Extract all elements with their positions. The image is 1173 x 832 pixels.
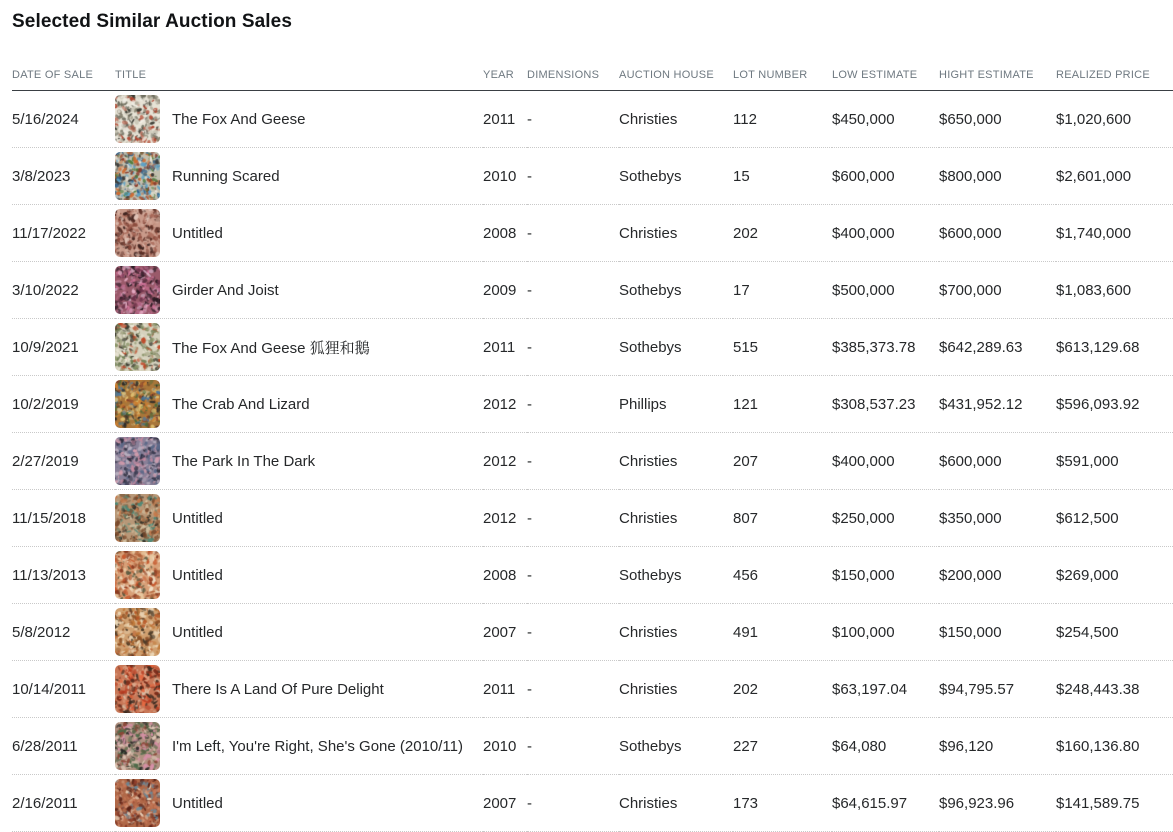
realized-price-cell: $1,020,600: [1056, 91, 1173, 148]
artwork-thumbnail-image: [115, 266, 160, 314]
table-body: [12, 91, 1173, 832]
lot-number-cell: 207: [733, 433, 832, 490]
year-cell: 2010: [483, 148, 527, 205]
dimensions-cell: -: [527, 718, 619, 775]
table-row: [12, 604, 1173, 661]
dimensions-cell: -: [527, 775, 619, 832]
title-cell: [115, 319, 483, 376]
year-cell: 2007: [483, 604, 527, 661]
date-of-sale-cell: 10/14/2011: [12, 661, 115, 718]
date-of-sale-cell: 2/16/2011: [12, 775, 115, 832]
table-row: [12, 376, 1173, 433]
year-cell: 2012: [483, 376, 527, 433]
year-cell: 2008: [483, 547, 527, 604]
date-of-sale-cell: 11/17/2022: [12, 205, 115, 262]
auction-house-cell: Christies: [619, 205, 733, 262]
title-cell: [115, 433, 483, 490]
table-row: [12, 547, 1173, 604]
hight-estimate-cell: $350,000: [939, 490, 1056, 547]
auction-house-cell: Sothebys: [619, 148, 733, 205]
artwork-thumbnail-image: [115, 437, 160, 485]
artwork-thumbnail[interactable]: [115, 323, 160, 371]
auction-house-cell: Sothebys: [619, 547, 733, 604]
date-of-sale-cell: 3/8/2023: [12, 148, 115, 205]
low-estimate-cell: $100,000: [832, 604, 939, 661]
header-hight-estimate: HIGHT ESTIMATE: [939, 69, 1056, 91]
date-of-sale-cell: 11/15/2018: [12, 490, 115, 547]
realized-price-cell: $254,500: [1056, 604, 1173, 661]
title-cell: [115, 262, 483, 319]
low-estimate-cell: $385,373.78: [832, 319, 939, 376]
dimensions-cell: -: [527, 205, 619, 262]
realized-price-cell: $596,093.92: [1056, 376, 1173, 433]
table-row: [12, 718, 1173, 775]
auction-house-cell: Christies: [619, 661, 733, 718]
artwork-title: The Park In The Dark: [172, 452, 316, 470]
low-estimate-cell: $250,000: [832, 490, 939, 547]
dimensions-cell: -: [527, 433, 619, 490]
realized-price-cell: $613,129.68: [1056, 319, 1173, 376]
table-row: [12, 490, 1173, 547]
artwork-thumbnail[interactable]: [115, 152, 160, 200]
lot-number-cell: 227: [733, 718, 832, 775]
title-cell: [115, 661, 483, 718]
realized-price-cell: $1,083,600: [1056, 262, 1173, 319]
hight-estimate-cell: $800,000: [939, 148, 1056, 205]
artwork-title: Untitled: [172, 794, 223, 812]
artwork-thumbnail-image: [115, 551, 160, 599]
dimensions-cell: -: [527, 319, 619, 376]
artwork-thumbnail[interactable]: [115, 779, 160, 827]
artwork-title: There Is A Land Of Pure Delight: [172, 680, 384, 698]
hight-estimate-cell: $431,952.12: [939, 376, 1056, 433]
lot-number-cell: 15: [733, 148, 832, 205]
dimensions-cell: -: [527, 262, 619, 319]
low-estimate-cell: $600,000: [832, 148, 939, 205]
auction-house-cell: Sothebys: [619, 262, 733, 319]
table-header-row: [12, 69, 1173, 91]
auction-house-cell: Christies: [619, 775, 733, 832]
artwork-title: Untitled: [172, 623, 223, 641]
date-of-sale-cell: 11/13/2013: [12, 547, 115, 604]
realized-price-cell: $591,000: [1056, 433, 1173, 490]
low-estimate-cell: $450,000: [832, 91, 939, 148]
table-row: [12, 205, 1173, 262]
realized-price-cell: $141,589.75: [1056, 775, 1173, 832]
year-cell: 2009: [483, 262, 527, 319]
table-row: [12, 91, 1173, 148]
artwork-title: Running Scared: [172, 167, 280, 185]
dimensions-cell: -: [527, 148, 619, 205]
table-row: [12, 661, 1173, 718]
artwork-thumbnail[interactable]: [115, 437, 160, 485]
realized-price-cell: $160,136.80: [1056, 718, 1173, 775]
lot-number-cell: 17: [733, 262, 832, 319]
dimensions-cell: -: [527, 604, 619, 661]
artwork-title: The Fox And Geese 狐狸和鵝: [172, 339, 370, 357]
header-auction-house: AUCTION HOUSE: [619, 69, 733, 91]
year-cell: 2010: [483, 718, 527, 775]
low-estimate-cell: $400,000: [832, 433, 939, 490]
realized-price-cell: $612,500: [1056, 490, 1173, 547]
date-of-sale-cell: 5/16/2024: [12, 91, 115, 148]
title-cell: [115, 91, 483, 148]
artwork-thumbnail[interactable]: [115, 551, 160, 599]
artwork-thumbnail[interactable]: [115, 95, 160, 143]
artwork-thumbnail[interactable]: [115, 608, 160, 656]
lot-number-cell: 202: [733, 205, 832, 262]
hight-estimate-cell: $650,000: [939, 91, 1056, 148]
realized-price-cell: $2,601,000: [1056, 148, 1173, 205]
artwork-thumbnail-image: [115, 95, 160, 143]
header-lot-number: LOT NUMBER: [733, 69, 832, 91]
auction-house-cell: Christies: [619, 490, 733, 547]
artwork-thumbnail-image: [115, 152, 160, 200]
lot-number-cell: 173: [733, 775, 832, 832]
lot-number-cell: 202: [733, 661, 832, 718]
year-cell: 2011: [483, 661, 527, 718]
artwork-thumbnail-image: [115, 722, 160, 770]
artwork-thumbnail[interactable]: [115, 665, 160, 713]
hight-estimate-cell: $642,289.63: [939, 319, 1056, 376]
low-estimate-cell: $500,000: [832, 262, 939, 319]
artwork-title: The Fox And Geese: [172, 110, 306, 128]
dimensions-cell: -: [527, 91, 619, 148]
date-of-sale-cell: 3/10/2022: [12, 262, 115, 319]
artwork-thumbnail[interactable]: [115, 380, 160, 428]
artwork-thumbnail-image: [115, 209, 160, 257]
artwork-thumbnail-image: [115, 494, 160, 542]
artwork-thumbnail[interactable]: [115, 722, 160, 770]
artwork-thumbnail-image: [115, 665, 160, 713]
lot-number-cell: 112: [733, 91, 832, 148]
auction-house-cell: Phillips: [619, 376, 733, 433]
date-of-sale-cell: 10/2/2019: [12, 376, 115, 433]
auction-house-cell: Christies: [619, 433, 733, 490]
table-row: [12, 262, 1173, 319]
date-of-sale-cell: 5/8/2012: [12, 604, 115, 661]
hight-estimate-cell: $94,795.57: [939, 661, 1056, 718]
dimensions-cell: -: [527, 490, 619, 547]
artwork-title: Untitled: [172, 566, 223, 584]
low-estimate-cell: $64,080: [832, 718, 939, 775]
year-cell: 2012: [483, 433, 527, 490]
dimensions-cell: -: [527, 376, 619, 433]
artwork-thumbnail[interactable]: [115, 494, 160, 542]
auction-house-cell: Sothebys: [619, 319, 733, 376]
dimensions-cell: -: [527, 547, 619, 604]
lot-number-cell: 456: [733, 547, 832, 604]
artwork-thumbnail[interactable]: [115, 266, 160, 314]
auction-house-cell: Christies: [619, 91, 733, 148]
hight-estimate-cell: $700,000: [939, 262, 1056, 319]
hight-estimate-cell: $96,120: [939, 718, 1056, 775]
auction-sales-table-container: [12, 69, 1173, 832]
page-title: Selected Similar Auction Sales: [12, 11, 293, 32]
auction-house-cell: Christies: [619, 604, 733, 661]
header-title: TITLE: [115, 69, 483, 91]
table-row: [12, 433, 1173, 490]
date-of-sale-cell: 2/27/2019: [12, 433, 115, 490]
hight-estimate-cell: $96,923.96: [939, 775, 1056, 832]
artwork-title: I'm Left, You're Right, She's Gone (2010/11): [172, 737, 463, 755]
artwork-thumbnail-image: [115, 779, 160, 827]
hight-estimate-cell: $200,000: [939, 547, 1056, 604]
table-row: [12, 148, 1173, 205]
title-cell: [115, 604, 483, 661]
lot-number-cell: 491: [733, 604, 832, 661]
table-row: [12, 775, 1173, 832]
artwork-title: Girder And Joist: [172, 281, 279, 299]
header-date-of-sale: DATE OF SALE: [12, 69, 115, 91]
realized-price-cell: $269,000: [1056, 547, 1173, 604]
year-cell: 2011: [483, 91, 527, 148]
artwork-thumbnail[interactable]: [115, 209, 160, 257]
low-estimate-cell: $150,000: [832, 547, 939, 604]
low-estimate-cell: $400,000: [832, 205, 939, 262]
header-realized-price: REALIZED PRICE: [1056, 69, 1173, 91]
artwork-thumbnail-image: [115, 380, 160, 428]
auction-house-cell: Sothebys: [619, 718, 733, 775]
title-cell: [115, 205, 483, 262]
header-low-estimate: LOW ESTIMATE: [832, 69, 939, 91]
realized-price-cell: $248,443.38: [1056, 661, 1173, 718]
table-row: [12, 319, 1173, 376]
artwork-title: Untitled: [172, 509, 223, 527]
title-cell: [115, 718, 483, 775]
low-estimate-cell: $64,615.97: [832, 775, 939, 832]
artwork-title: The Crab And Lizard: [172, 395, 310, 413]
low-estimate-cell: $63,197.04: [832, 661, 939, 718]
low-estimate-cell: $308,537.23: [832, 376, 939, 433]
date-of-sale-cell: 10/9/2021: [12, 319, 115, 376]
realized-price-cell: $1,740,000: [1056, 205, 1173, 262]
title-cell: [115, 547, 483, 604]
artwork-thumbnail-image: [115, 608, 160, 656]
title-cell: [115, 490, 483, 547]
title-cell: [115, 376, 483, 433]
title-cell: [115, 148, 483, 205]
auction-sales-table: [12, 69, 1173, 832]
lot-number-cell: 121: [733, 376, 832, 433]
date-of-sale-cell: 6/28/2011: [12, 718, 115, 775]
artwork-title: Untitled: [172, 224, 223, 242]
header-year: YEAR: [483, 69, 527, 91]
hight-estimate-cell: $600,000: [939, 205, 1056, 262]
lot-number-cell: 807: [733, 490, 832, 547]
year-cell: 2011: [483, 319, 527, 376]
year-cell: 2008: [483, 205, 527, 262]
year-cell: 2012: [483, 490, 527, 547]
header-dimensions: DIMENSIONS: [527, 69, 619, 91]
artwork-thumbnail-image: [115, 323, 160, 371]
hight-estimate-cell: $150,000: [939, 604, 1056, 661]
lot-number-cell: 515: [733, 319, 832, 376]
year-cell: 2007: [483, 775, 527, 832]
dimensions-cell: -: [527, 661, 619, 718]
title-cell: [115, 775, 483, 832]
hight-estimate-cell: $600,000: [939, 433, 1056, 490]
